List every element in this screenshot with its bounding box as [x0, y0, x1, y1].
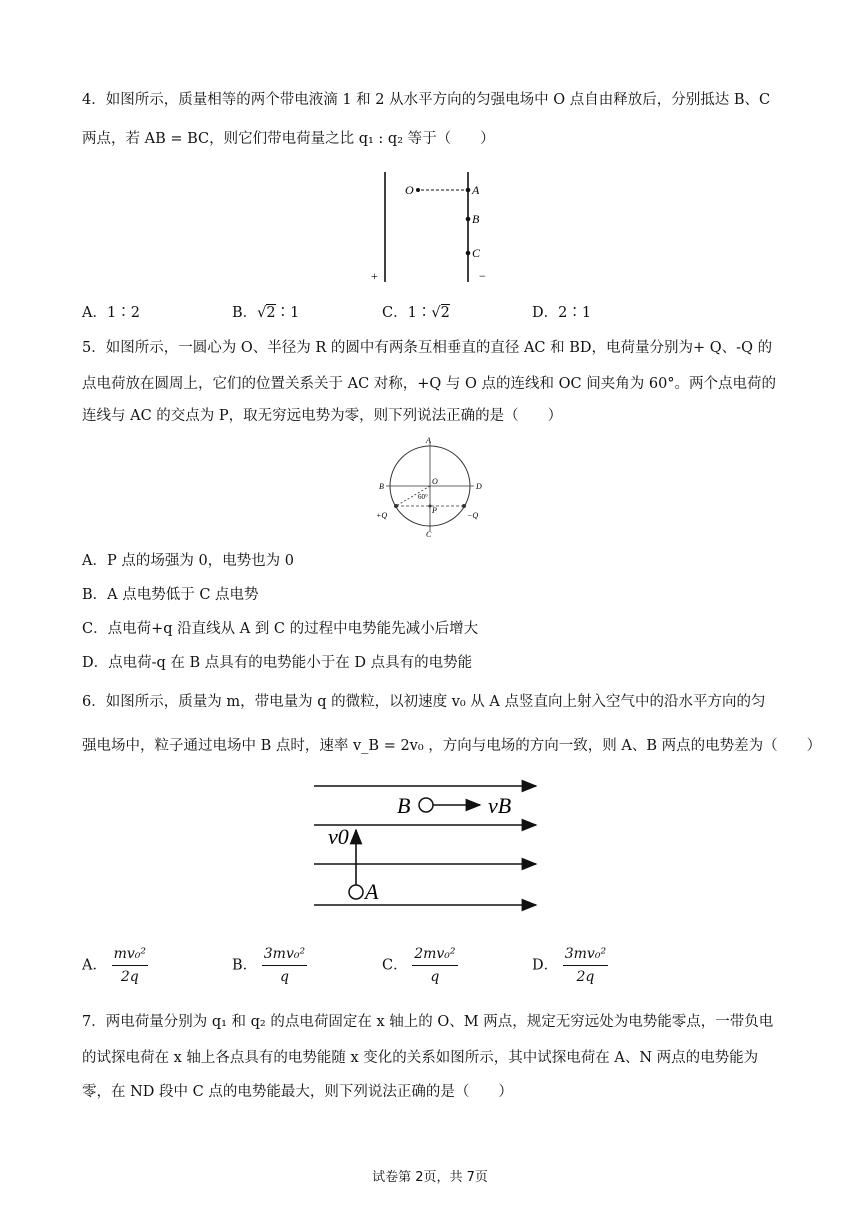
q5-stem-line2: 点电荷放在圆周上，它们的位置关系关于 AC 对称，+Q 与 O 点的连线和 OC 间夹角为 60°。两个点电荷的 [82, 376, 777, 392]
q5-label-p: P [432, 506, 437, 515]
q4-label-o: O [405, 183, 414, 197]
q6-option-b-fraction [262, 944, 307, 987]
q6-label-a: A [365, 879, 379, 904]
fraction-numerator: mv₀² [112, 944, 148, 966]
fraction-numerator: 3mv₀² [563, 944, 608, 966]
q6-option-c-fraction [412, 944, 457, 987]
q4-option-d[interactable]: D．2∶1 [532, 305, 592, 321]
q4-label-a: A [472, 183, 480, 197]
q4-label-plus: + [371, 269, 378, 283]
q6-option-a-letter: A． [82, 957, 107, 974]
q5-label-d: D [476, 482, 482, 491]
q5-stem-line3: 连线与 AC 的交点为 P，取无穷远电势为零，则下列说法正确的是（ ） [82, 408, 563, 424]
q4-option-a[interactable]: A．1∶2 [82, 305, 140, 321]
q6-option-b-letter: B． [232, 957, 258, 974]
q6-stem-line2: 强电场中，粒子通过电场中 B 点时，速率 v_B = 2v₀ ，方向与电场的方向一致，则 A、B 两点的电势差为（ ） [82, 738, 822, 754]
q6-label-v0: v0 [328, 824, 349, 849]
q6-option-a-fraction [112, 944, 148, 987]
q5-option-c[interactable]: C．点电荷+q 沿直线从 A 到 C 的过程中电势能先减小后增大 [82, 621, 479, 637]
q5-figure [370, 433, 500, 538]
q5-label-minusq: −Q [467, 511, 479, 520]
q6-label-b: B [397, 793, 411, 818]
fraction-denominator: q [279, 969, 289, 985]
sqrt-icon: √ [431, 305, 441, 321]
q6-option-d[interactable] [532, 944, 608, 987]
q4-option-c-radicand: 2 [440, 305, 450, 321]
q7-stem-line1: 7．两电荷量分别为 q₁ 和 q₂ 的点电荷固定在 x 轴上的 O、M 两点，规定无穷远处为电势能零点，一带负电 [82, 1014, 774, 1030]
q4-stem-line2: 两点，若 AB = BC，则它们带电荷量之比 q₁ : q₂ 等于（ ） [82, 131, 495, 147]
q5-option-b[interactable]: B．A 点电势低于 C 点电势 [82, 587, 259, 603]
q4-option-c-prefix: C．1∶ [382, 305, 432, 321]
q4-option-b-suffix: ∶1 [275, 305, 300, 321]
q5-label-o: O [432, 477, 438, 486]
q5-label-c: C [426, 530, 432, 539]
q4-figure [365, 170, 495, 285]
q4-option-b-prefix: B． [232, 305, 258, 321]
q6-option-b[interactable] [232, 944, 307, 987]
particle-b [419, 798, 433, 812]
q7-stem-line3: 零，在 ND 段中 C 点的电势能最大，则下列说法正确的是（ ） [82, 1084, 513, 1100]
fraction-denominator: 2q [576, 969, 595, 985]
particle-a [349, 885, 363, 899]
q5-option-d[interactable]: D．点电荷-q 在 B 点具有的电势能小于在 D 点具有的电势能 [82, 655, 473, 671]
q4-label-b: B [472, 212, 480, 226]
q4-option-b[interactable] [232, 303, 299, 323]
q5-label-a: A [426, 436, 431, 445]
fraction-denominator: q [430, 969, 440, 985]
q6-option-a[interactable] [82, 944, 148, 987]
q6-figure [310, 778, 550, 913]
q4-label-minus: − [479, 269, 486, 283]
q5-label-b: B [379, 482, 384, 491]
fraction-denominator: 2q [120, 969, 139, 985]
q5-stem-line1: 5．如图所示，一圆心为 O、半径为 R 的圆中有两条互相垂直的直径 AC 和 BD，电荷量分别为+ Q、-Q 的 [82, 340, 773, 356]
sqrt-icon: √ [257, 305, 267, 321]
q4-option-b-radicand: 2 [266, 305, 276, 321]
q6-label-vb: vB [488, 793, 512, 818]
q6-option-c-letter: C． [382, 957, 408, 974]
q5-label-plusq: +Q [376, 511, 388, 520]
q4-label-c: C [472, 246, 481, 260]
q4-stem-line1: 4．如图所示，质量相等的两个带电液滴 1 和 2 从水平方向的匀强电场中 O 点自由释放后，分别抵达 B、C [82, 92, 771, 108]
q5-label-angle: 60° [418, 493, 428, 501]
fraction-numerator: 3mv₀² [262, 944, 307, 966]
fraction-numerator: 2mv₀² [412, 944, 457, 966]
q7-stem-line2: 的试探电荷在 x 轴上各点具有的电势能随 x 变化的关系如图所示，其中试探电荷在 A、N 两点的电势能为 [82, 1050, 759, 1066]
q6-stem-line1: 6．如图所示，质量为 m，带电量为 q 的微粒，以初速度 v₀ 从 A 点竖直向上射入空气中的沿水平方向的匀 [82, 694, 766, 710]
q6-option-d-letter: D． [532, 957, 559, 974]
q6-option-d-fraction [563, 944, 608, 987]
q5-option-a[interactable]: A．P 点的场强为 0，电势也为 0 [82, 553, 295, 569]
q6-option-c[interactable] [382, 944, 458, 987]
page-footer: 试卷第 2页，共 7页 [372, 1170, 488, 1185]
q4-option-c[interactable] [382, 303, 450, 323]
